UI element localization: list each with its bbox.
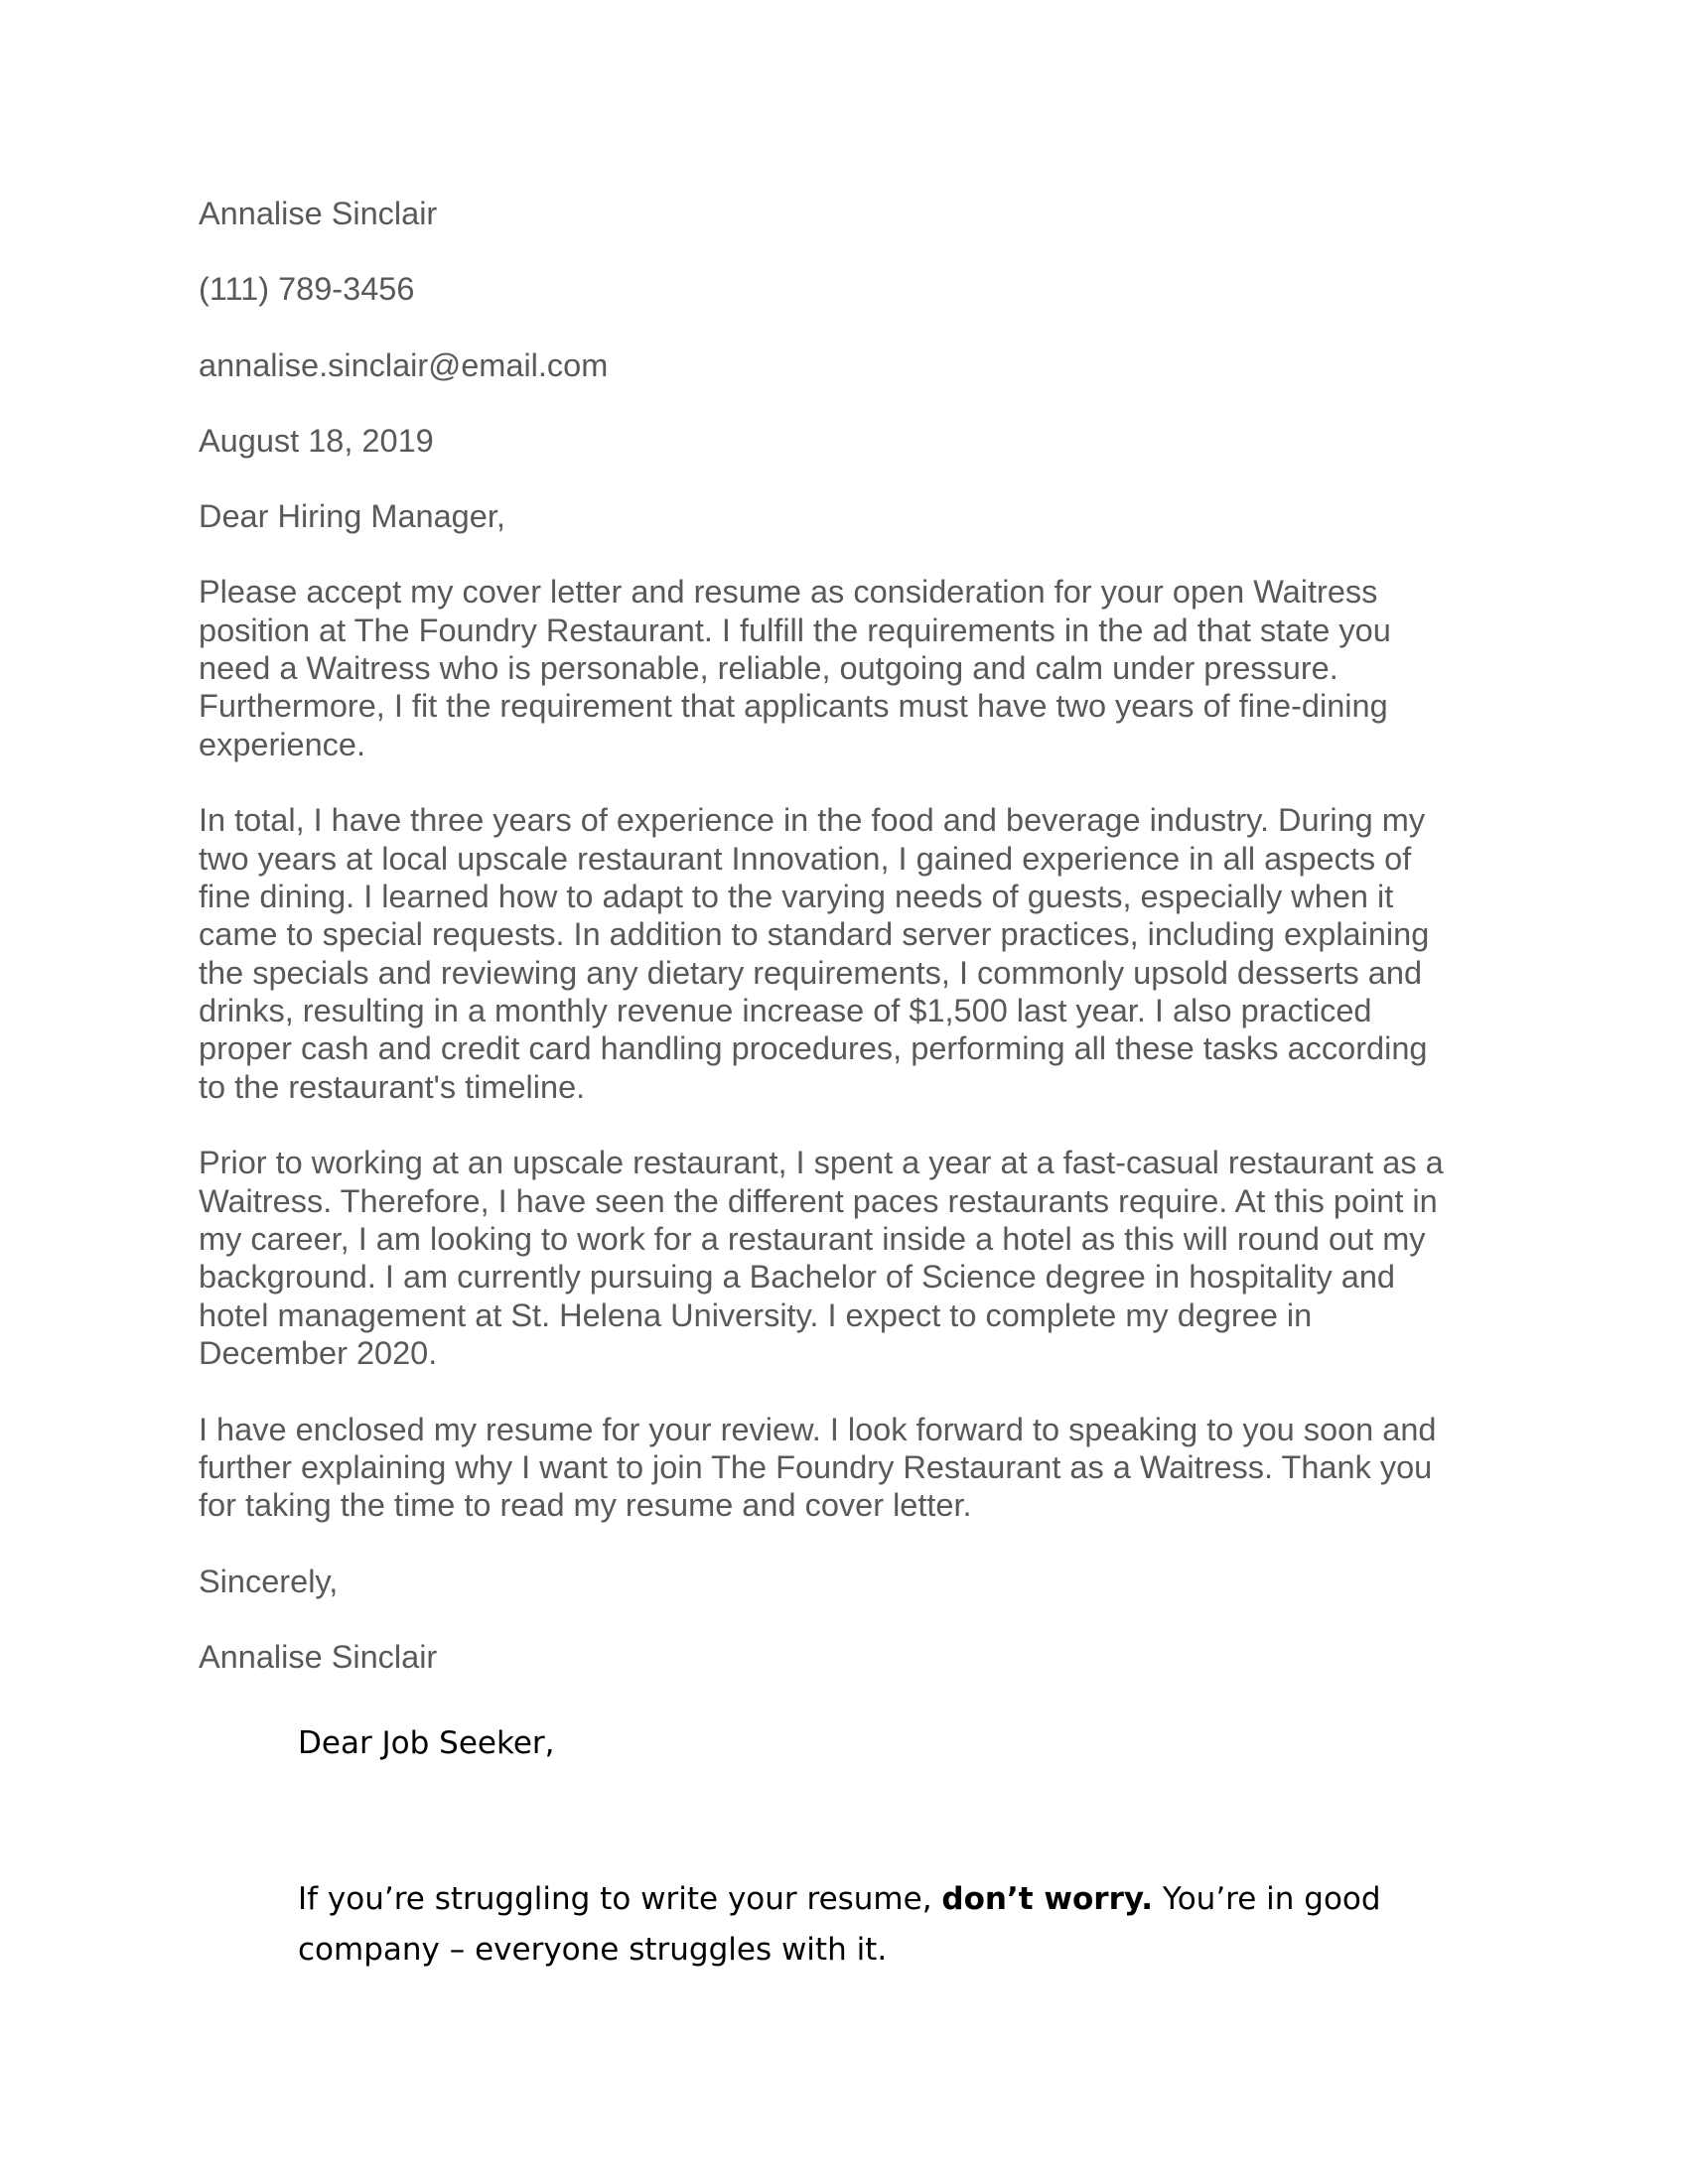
paragraph-3 [199,1144,1489,1372]
paragraph-line: experience. [199,726,366,762]
note-body [298,1874,1489,1976]
cover-letter [199,195,1489,1714]
paragraph-line: proper cash and credit card handling procedures, performing all these tasks according [199,1030,1428,1067]
note-text: You’re in good [1153,1881,1381,1917]
sender-email: annalise.sinclair@email.com [199,346,609,383]
paragraph-line: Prior to working at an upscale restaurant, I spent a year at a fast-casual restaurant as a [199,1145,1444,1181]
paragraph-4 [199,1411,1489,1525]
paragraph-line: Furthermore, I fit the requirement that applicants must have two years of fine-dining [199,688,1388,725]
paragraph-line: my career, I am looking to work for a restaurant inside a hotel as this will round out my [199,1220,1426,1257]
note-body-line-1 [298,1874,1489,1925]
paragraph-line: to the restaurant's timeline. [199,1068,586,1105]
paragraph-line: fine dining. I learned how to adapt to the varying needs of guests, especially when it [199,879,1394,915]
note-body-line-2: company – everyone struggles with it. [298,1932,888,1968]
paragraph-line: position at The Foundry Restaurant. I fulfill the requirements in the ad that state you [199,612,1391,648]
note-emphasis: don’t worry. [941,1881,1154,1917]
paragraph-line: came to special requests. In addition to standard server practices, including explaining [199,916,1430,953]
note-text: If you’re struggling to write your resume, [298,1881,942,1917]
sender-phone: (111) 789-3456 [199,271,415,308]
note-greeting: Dear Job Seeker, [298,1725,555,1761]
paragraph-line: hotel management at St. Helena University. I expect to complete my degree in [199,1297,1313,1333]
salutation: Dear Hiring Manager, [199,498,505,535]
paragraph-line: background. I am currently pursuing a Bachelor of Science degree in hospitality and [199,1259,1396,1296]
paragraph-line: In total, I have three years of experience in the food and beverage industry. During my [199,802,1426,839]
paragraph-line: drinks, resulting in a monthly revenue increase of $1,500 last year. I also practiced [199,992,1372,1028]
paragraph-2 [199,801,1489,1105]
paragraph-line: Waitress. Therefore, I have seen the different paces restaurants require. At this point in [199,1182,1438,1219]
letter-date: August 18, 2019 [199,422,434,459]
paragraph-line: for taking the time to read my resume and cover letter. [199,1487,972,1524]
paragraph-line: I have enclosed my resume for your review. I look forward to speaking to you soon and [199,1411,1437,1447]
sender-name: Annalise Sinclair [199,196,438,231]
paragraph-line: December 2020. [199,1334,438,1371]
paragraph-1 [199,573,1489,762]
paragraph-line: further explaining why I want to join The Foundry Restaurant as a Waitress. Thank you [199,1448,1433,1485]
paragraph-line: the specials and reviewing any dietary requirements, I commonly upsold desserts and [199,954,1423,991]
paragraph-line: Please accept my cover letter and resume as consideration for your open Waitress [199,574,1378,611]
signature-name: Annalise Sinclair [199,1639,438,1676]
paragraph-line: need a Waitress who is personable, reliable, outgoing and calm under pressure. [199,650,1338,687]
closing: Sincerely, [199,1564,339,1600]
paragraph-line: two years at local upscale restaurant Innovation, I gained experience in all aspects of [199,840,1412,877]
